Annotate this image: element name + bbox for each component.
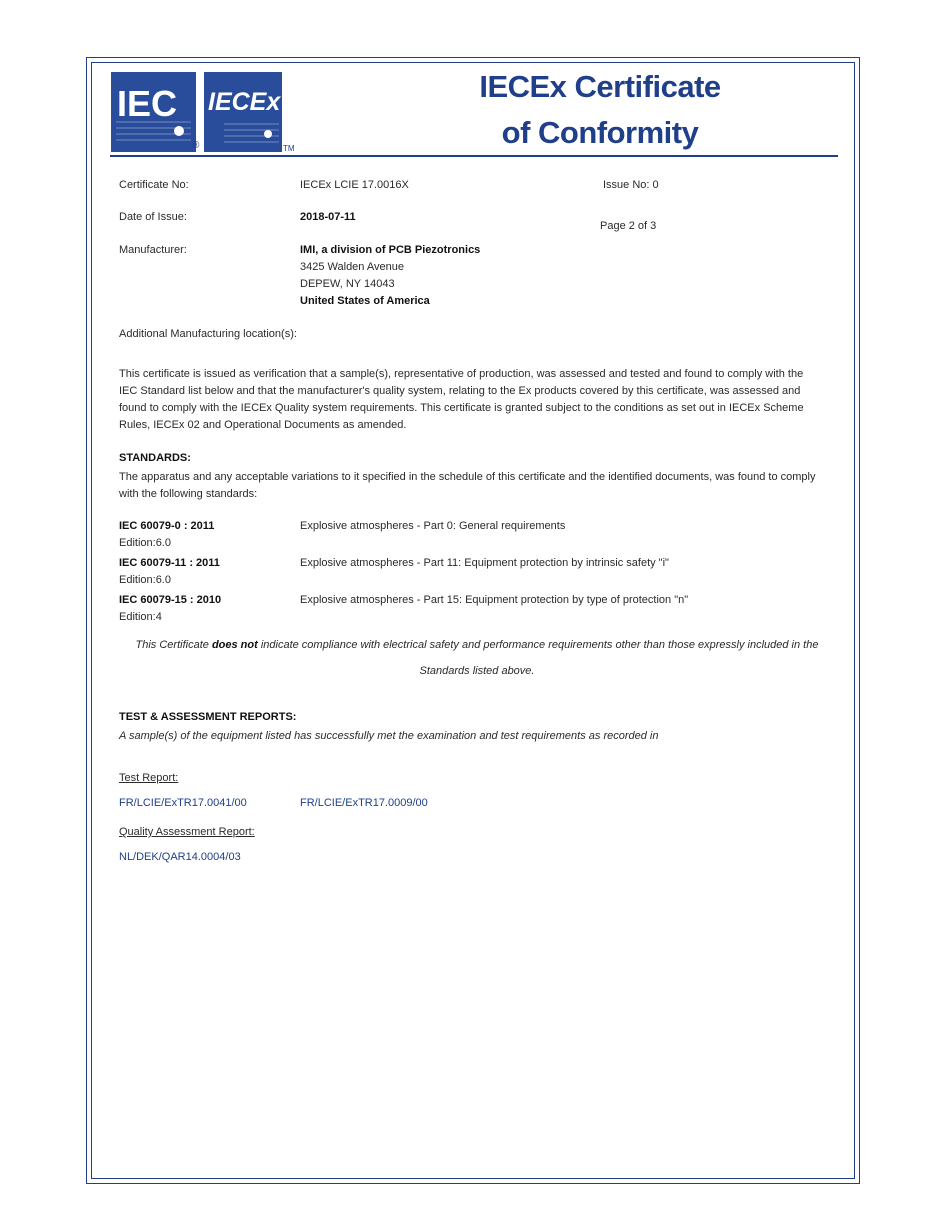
standards-intro-line-2: with the following standards: <box>119 488 258 500</box>
issue-no: Issue No: 0 <box>603 179 659 191</box>
intro-line-1: This certificate is issued as verification that a sample(s), representative of production, was assessed and tested and found to comply with the <box>119 368 804 380</box>
reports-intro: A sample(s) of the equipment listed has successfully met the examination and test requirements as recorded in <box>119 730 659 742</box>
page-border-inner <box>91 62 855 1179</box>
intro-line-4: Rules, IECEx 02 and Operational Documents as amended. <box>119 419 407 431</box>
address-country: United States of America <box>300 295 430 307</box>
standard-edition: Edition:4 <box>119 611 162 623</box>
standards-heading: STANDARDS: <box>119 452 191 464</box>
compliance-note-line-2: Standards listed above. <box>419 665 535 677</box>
compliance-note-pre: This Certificate <box>135 639 212 651</box>
compliance-note-emphasis: does not <box>211 639 258 651</box>
cert-no-value: IECEx LCIE 17.0016X <box>300 179 409 191</box>
intro-line-2: IEC Standard list below and that the manufacturer's quality system, relating to the Ex products covered by this certificate, was assessed and <box>119 385 801 397</box>
reports-heading: TEST & ASSESSMENT REPORTS: <box>119 711 297 723</box>
manufacturer-label: Manufacturer: <box>119 244 187 256</box>
certificate-title <box>430 64 770 156</box>
standard-description: Explosive atmospheres - Part 11: Equipment protection by intrinsic safety "i" <box>300 557 669 569</box>
iecex-logo-text: IECEx <box>208 88 281 116</box>
iec-logo <box>111 72 196 152</box>
standards-intro-line-1: The apparatus and any acceptable variations to it specified in the schedule of this certificate and the identified documents, was found to comply <box>119 471 816 483</box>
standard-description: Explosive atmospheres - Part 15: Equipment protection by type of protection "n" <box>300 594 689 606</box>
page-number: Page 2 of 3 <box>600 220 657 232</box>
trademark-mark: TM <box>283 144 295 153</box>
date-value: 2018-07-11 <box>300 211 356 223</box>
compliance-note <box>117 637 837 654</box>
standard-description: Explosive atmospheres - Part 0: General requirements <box>300 520 566 532</box>
qar-label: Quality Assessment Report: <box>119 826 255 838</box>
additional-location-label: Additional Manufacturing location(s): <box>119 328 297 340</box>
standard-edition: Edition:6.0 <box>119 537 171 549</box>
address-line-1: 3425 Walden Avenue <box>300 261 404 273</box>
registered-mark: ® <box>192 140 200 151</box>
address-line-2: DEPEW, NY 14043 <box>300 278 395 290</box>
test-report-label: Test Report: <box>119 772 179 784</box>
iecex-logo <box>204 72 282 152</box>
title-divider <box>110 155 838 157</box>
date-label: Date of Issue: <box>119 211 187 223</box>
qar-link[interactable]: NL/DEK/QAR14.0004/03 <box>119 851 241 863</box>
iec-logo-text: IEC <box>117 83 178 124</box>
manufacturer-name: IMI, a division of PCB Piezotronics <box>300 244 481 256</box>
compliance-note-post: indicate compliance with electrical safety and performance requirements other than those expressly included in the <box>257 639 819 651</box>
title-line-1: IECEx Certificate <box>479 69 721 104</box>
standard-code: IEC 60079-15 : 2010 <box>119 594 222 606</box>
cert-no-label: Certificate No: <box>119 179 189 191</box>
standard-edition: Edition:6.0 <box>119 574 171 586</box>
standard-code: IEC 60079-11 : 2011 <box>119 557 220 569</box>
standard-code: IEC 60079-0 : 2011 <box>119 520 215 532</box>
test-report-link-2[interactable]: FR/LCIE/ExTR17.0009/00 <box>300 797 428 809</box>
title-line-2: of Conformity <box>501 115 699 150</box>
test-report-link-1[interactable]: FR/LCIE/ExTR17.0041/00 <box>119 797 247 809</box>
intro-line-3: found to comply with the IECEx Quality system requirements. This certificate is granted subject to the conditions as set out in IECEx Scheme <box>119 402 804 414</box>
